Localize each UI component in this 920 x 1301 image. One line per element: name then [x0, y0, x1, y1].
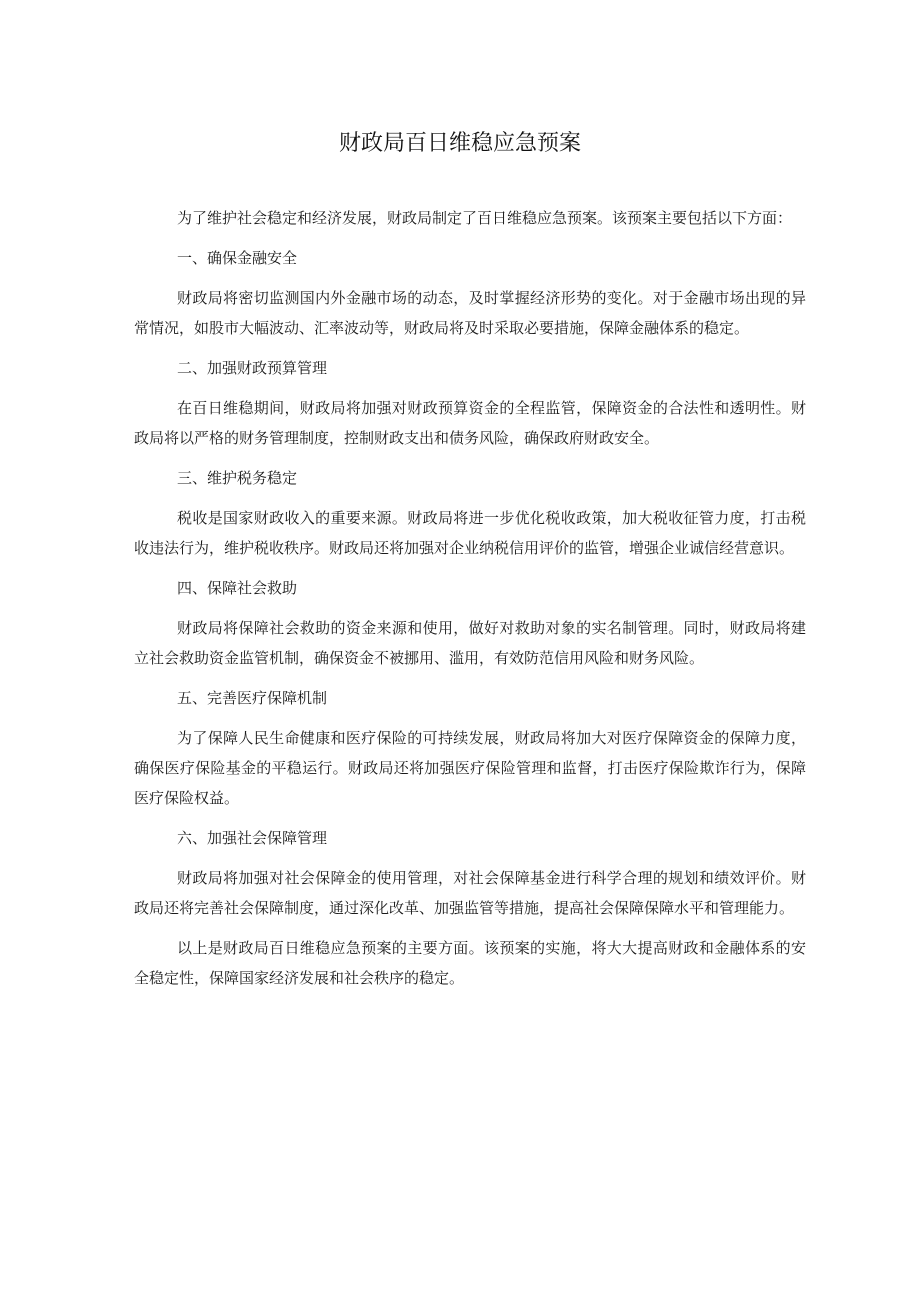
section-heading-4: 四、保障社会救助 [177, 579, 298, 597]
section-heading-2: 二、加强财政预算管理 [177, 359, 328, 377]
document-body [134, 203, 806, 1003]
section-paragraph-2: 在百日维稳期间，财政局将加强对财政预算资金的全程监管，保障资金的合法性和透明性。财政局将以严格的财务管理制度，控制财政支出和债务风险，确保政府财政安全。 [134, 399, 806, 447]
section-paragraph-3: 税收是国家财政收入的重要来源。财政局将进一步优化税收政策，加大税收征管力度，打击税收违法行为，维护税收秩序。财政局还将加强对企业纳税信用评价的监管，增强企业诚信经营意识。 [134, 509, 806, 557]
intro-paragraph: 为了维护社会稳定和经济发展，财政局制定了百日维稳应急预案。该预案主要包括以下方面： [177, 209, 793, 227]
section-heading-5: 五、完善医疗保障机制 [177, 689, 328, 707]
section-paragraph-5: 为了保障人民生命健康和医疗保险的可持续发展，财政局将加大对医疗保障资金的保障力度，确保医疗保险基金的平稳运行。财政局还将加强医疗保险管理和监督，打击医疗保险欺诈行为，保障医疗保险权益。 [134, 729, 806, 807]
section-heading-6: 六、加强社会保障管理 [177, 829, 328, 847]
section-paragraph-1: 财政局将密切监测国内外金融市场的动态，及时掌握经济形势的变化。对于金融市场出现的异常情况，如股市大幅波动、汇率波动等，财政局将及时采取必要措施，保障金融体系的稳定。 [134, 289, 806, 337]
section-heading-1: 一、确保金融安全 [177, 249, 298, 267]
document-title: 财政局百日维稳应急预案 [338, 131, 581, 156]
section-paragraph-6: 财政局将加强对社会保障金的使用管理，对社会保障基金进行科学合理的规划和绩效评价。财政局还将完善社会保障制度，通过深化改革、加强监管等措施，提高社会保障保障水平和管理能力。 [134, 869, 806, 917]
section-heading-3: 三、维护税务稳定 [177, 469, 298, 487]
section-paragraph-4: 财政局将保障社会救助的资金来源和使用，做好对救助对象的实名制管理。同时，财政局将建立社会救助资金监管机制，确保资金不被挪用、滥用，有效防范信用风险和财务风险。 [134, 619, 806, 667]
conclusion-paragraph: 以上是财政局百日维稳应急预案的主要方面。该预案的实施，将大大提高财政和金融体系的安全稳定性，保障国家经济发展和社会秩序的稳定。 [134, 939, 806, 987]
